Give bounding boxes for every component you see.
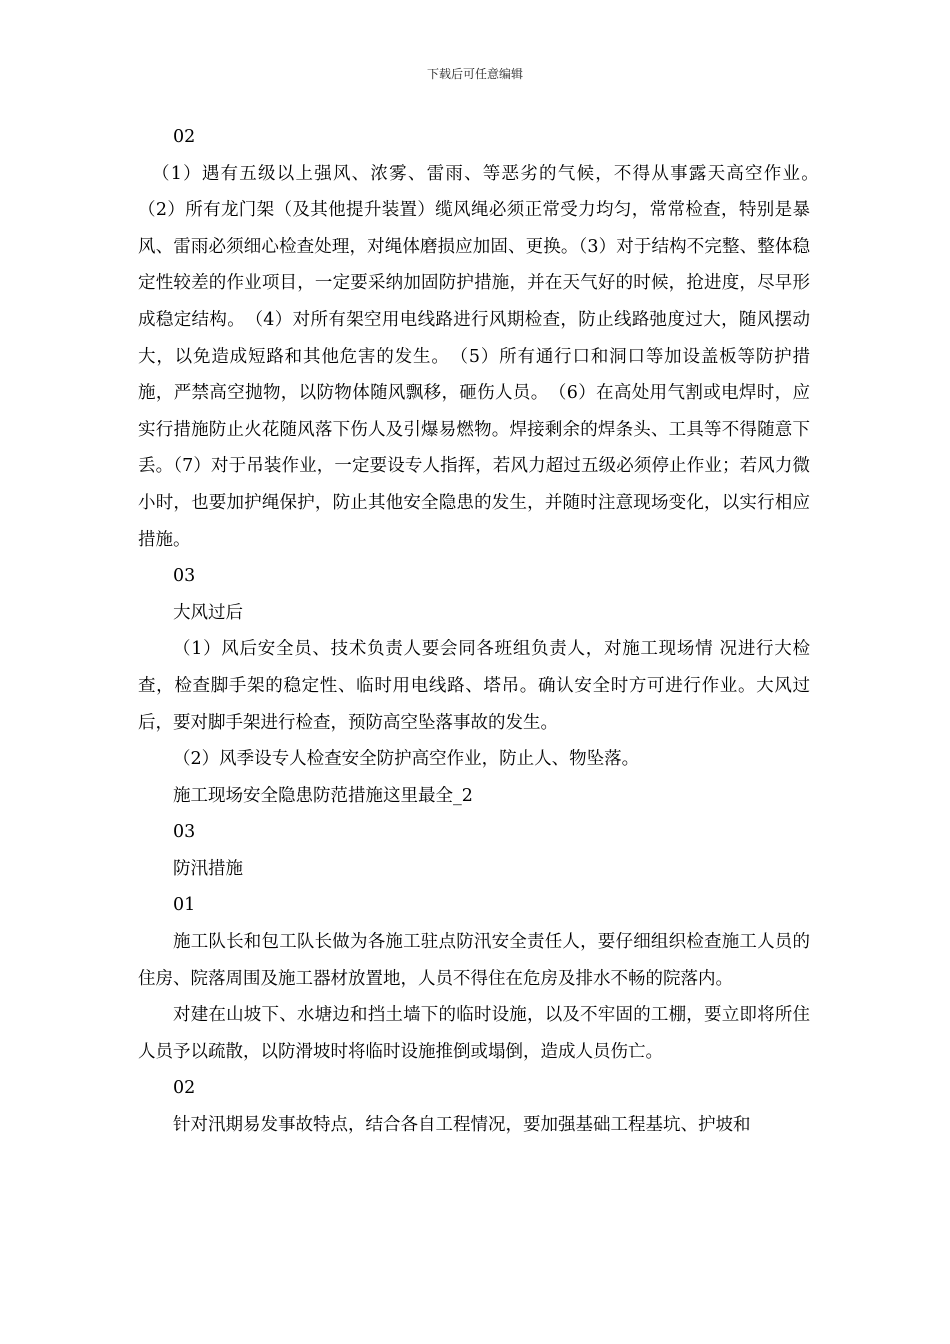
document-body	[138, 119, 828, 1144]
subheading-after-wind: 大风过后	[173, 602, 243, 623]
page-header-note: 下载后可任意编辑	[426, 67, 523, 81]
paragraph-after-wind-2: （2）风季设专人检查安全防护高空作业，防止人、物坠落。	[173, 749, 640, 770]
paragraph-flood-1: 施工队长和包工队长做为各施工驻点防汛安全责任人，要仔细组织检查施工人员的住房、院落周围及施工器材放置地，人员不得住在危房及排水不畅的院落内。	[138, 932, 810, 989]
section-number: 02	[173, 127, 196, 147]
section-number: 03	[173, 566, 196, 587]
section-number: 01	[173, 895, 196, 916]
paragraph-flood-3: 针对汛期易发事故特点，结合各自工程情况，要加强基础工程基坑、护坡和	[173, 1115, 751, 1136]
section-number: 02	[173, 1078, 196, 1099]
paragraph-after-wind-1: （1）风后安全员、技术负责人要会同各班组负责人，对施工现场情 况进行大检查，检查脚手架的稳定性、临时用电线路、塔吊。确认安全时方可进行作业。大风过后，要对脚手架进行检查，预防高空坠落事故的发生。	[138, 639, 810, 733]
section-number: 03	[173, 822, 196, 843]
section-title: 施工现场安全隐患防范措施这里最全_2	[173, 785, 473, 806]
paragraph-flood-2: 对建在山坡下、水塘边和挡土墙下的临时设施，以及不牢固的工棚，要立即将所住人员予以疏散，以防滑坡时将临时设施推倒或塌倒，造成人员伤亡。	[138, 1005, 810, 1062]
subheading-flood-measures: 防汛措施	[173, 858, 243, 879]
paragraph-wind-measures: （1）遇有五级以上强风、浓雾、雷雨、等恶劣的气候，不得从事露天高空作业。 （2）所有龙门架（及其他提升装置）缆风绳必须正常受力均匀，常常检查，特别是暴风、雷雨必须细心检查处理，对绳体磨损应加固、更换。（3）对于结构不完整、整体稳定性较差的作业项目，一定要采纳加固防护措施，并在天气好的时候，抢进度，尽早形成稳定结构。 （4）对所有架空用电线路进行风期检查，防止线路弛度过大，随风摆动大，以免造成短路和其他危害的发生。 （5）所有通行口和洞口等加设盖板等防护措施，严禁高空抛物，以防物体随风飘移，砸伤人员。 （6）在高处用气割或电焊时，应实行措施防止火花随风落下伤人及引爆易燃物。焊接剩余的焊条头、工具等不得随意下丢。（7）对于吊装作业，一定要设专人指挥，若风力超过五级必须停止作业；若风力微小时，也要加护绳保护，防止其他安全隐患的发生，并随时注意现场变化，以实行相应措施。	[138, 163, 828, 550]
